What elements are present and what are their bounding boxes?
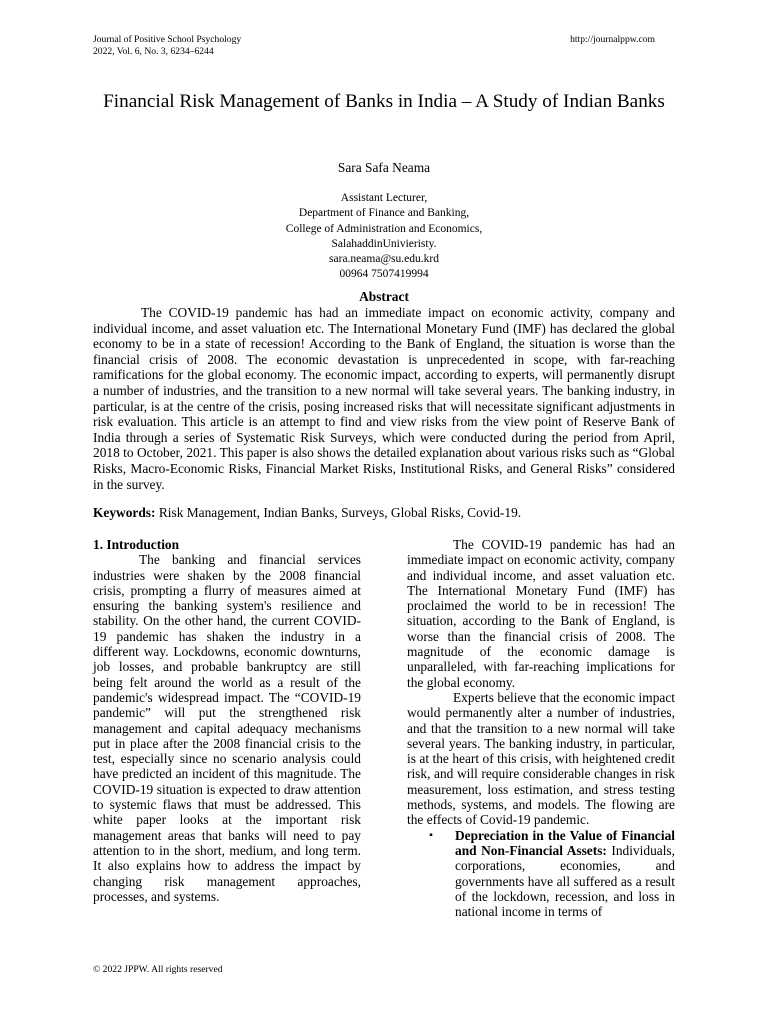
abstract-text: The COVID-19 pandemic has had an immediate impact on economic activity, company and individual income, and asset valuation etc. The International Monetary Fund (IMF) has declared the global economy to be in a state of recession! According to the Bank of England, the situation is worse than the financial crisis of 2008. The economic devastation is unprecedented in scope, with far-reaching ramifications for the global economy. The economic impact, according to experts, will permanently disrupt a number of industries, and the transition to a new normal will take several years. The banking industry, in particular, is at the centre of the crisis, posing increased risks that will necessitate significant adjustments in risk evaluation. This article is an attempt to find and view risks from the view point of Reserve Bank of India through a series of Systematic Risk Surveys, which were conducted during the period from April, 2018 to October, 2021. This paper is also shows the detailed explanation about various risks such as “Global Risks, Macro-Economic Risks, Financial Market Risks, Institutional Risks, and General Risks” considered in the survey.	[93, 305, 675, 492]
affiliation-department: Department of Finance and Banking,	[298, 207, 470, 220]
keywords-text: Risk Management, Indian Banks, Surveys, Global Risks, Covid-19.	[158, 505, 522, 520]
keywords	[93, 505, 675, 521]
affiliation-position: Assistant Lecturer,	[340, 192, 428, 204]
journal-volume: 2022, Vol. 6, No. 3, 6234–6244	[93, 46, 214, 57]
author-name: Sara Safa Neama	[337, 160, 431, 175]
author-email[interactable]: sara.neama@su.edu.krd	[329, 253, 439, 266]
running-header-journal	[93, 34, 241, 58]
paper-title: Financial Risk Management of Banks in India – A Study of Indian Banks	[103, 91, 665, 112]
journal-name: Journal of Positive School Psychology	[93, 34, 242, 45]
journal-url[interactable]: http://journalppw.com	[570, 34, 655, 45]
section-heading-introduction: 1. Introduction	[93, 537, 180, 552]
abstract-heading: Abstract	[359, 289, 409, 304]
author-affiliation	[0, 191, 768, 283]
right-column	[407, 537, 675, 919]
affiliation-college: College of Administration and Economics,	[285, 222, 483, 235]
bullet-content	[455, 828, 675, 920]
intro-paragraph-3: Experts believe that the economic impact would permanently alter a number of industries, and that the transition to a new normal will take several years. The banking industry, in particular, is at the heart of this crisis, with heightened credit risk, and will require considerable changes in risk measurement, loss estimation, and stress testing methods, systems, and models. The flowing are the effects of Covid-19 pandemic.	[407, 689, 675, 828]
intro-paragraph-2: The COVID-19 pandemic has had an immediate impact on economic activity, company and individual income, and asset valuation etc. The International Monetary Fund (IMF) has proclaimed the world to be in recession! The situation, according to the Bank of England, is worse than the financial crisis of 2008. The magnitude of the economic damage is unparalleled, with far-reaching implications for the global economy.	[407, 537, 675, 690]
keywords-label: Keywords:	[93, 505, 156, 520]
affiliation-university: SalahaddinUnivieristy.	[331, 237, 437, 250]
author-phone: 00964 7507419994	[339, 268, 429, 281]
left-column	[93, 537, 361, 904]
bullet-marker: ▪	[429, 829, 433, 841]
bullet-text: Individuals, corporations, economies, and governments have all suffered as a result of the lockdown, recession, and loss in national income in terms of	[455, 842, 675, 920]
bullet-title: Depreciation in the Value of Financial and Non-Financial Assets:	[455, 827, 675, 858]
footer-copyright: © 2022 JPPW. All rights reserved	[93, 964, 223, 975]
bullet-item	[407, 828, 675, 920]
intro-paragraph-1: The banking and financial services industries were shaken by the 2008 financial crisis, prompting a flurry of measures aimed at ensuring the banking system's resilience and stability. On the other hand, the current COVID-19 pandemic has shaken the industry in a different way. Lockdowns, economic downturns, job losses, and probable bankruptcy are still being felt around the world as a result of the pandemic's widespread impact. The “COVID-19 pandemic” will put the strengthened risk management and capital adequacy mechanisms put in place after the 2008 financial crisis to the test, especially since no scenario analysis could have predicted an incident of this magnitude. The COVID-19 situation is expected to draw attention to systemic flaws that must be addressed. This white paper looks at the important risk management areas that banks will need to pay attention to in the short, medium, and long term. It also explains how to address the impact by changing risk management approaches, processes, and systems.	[93, 552, 361, 904]
